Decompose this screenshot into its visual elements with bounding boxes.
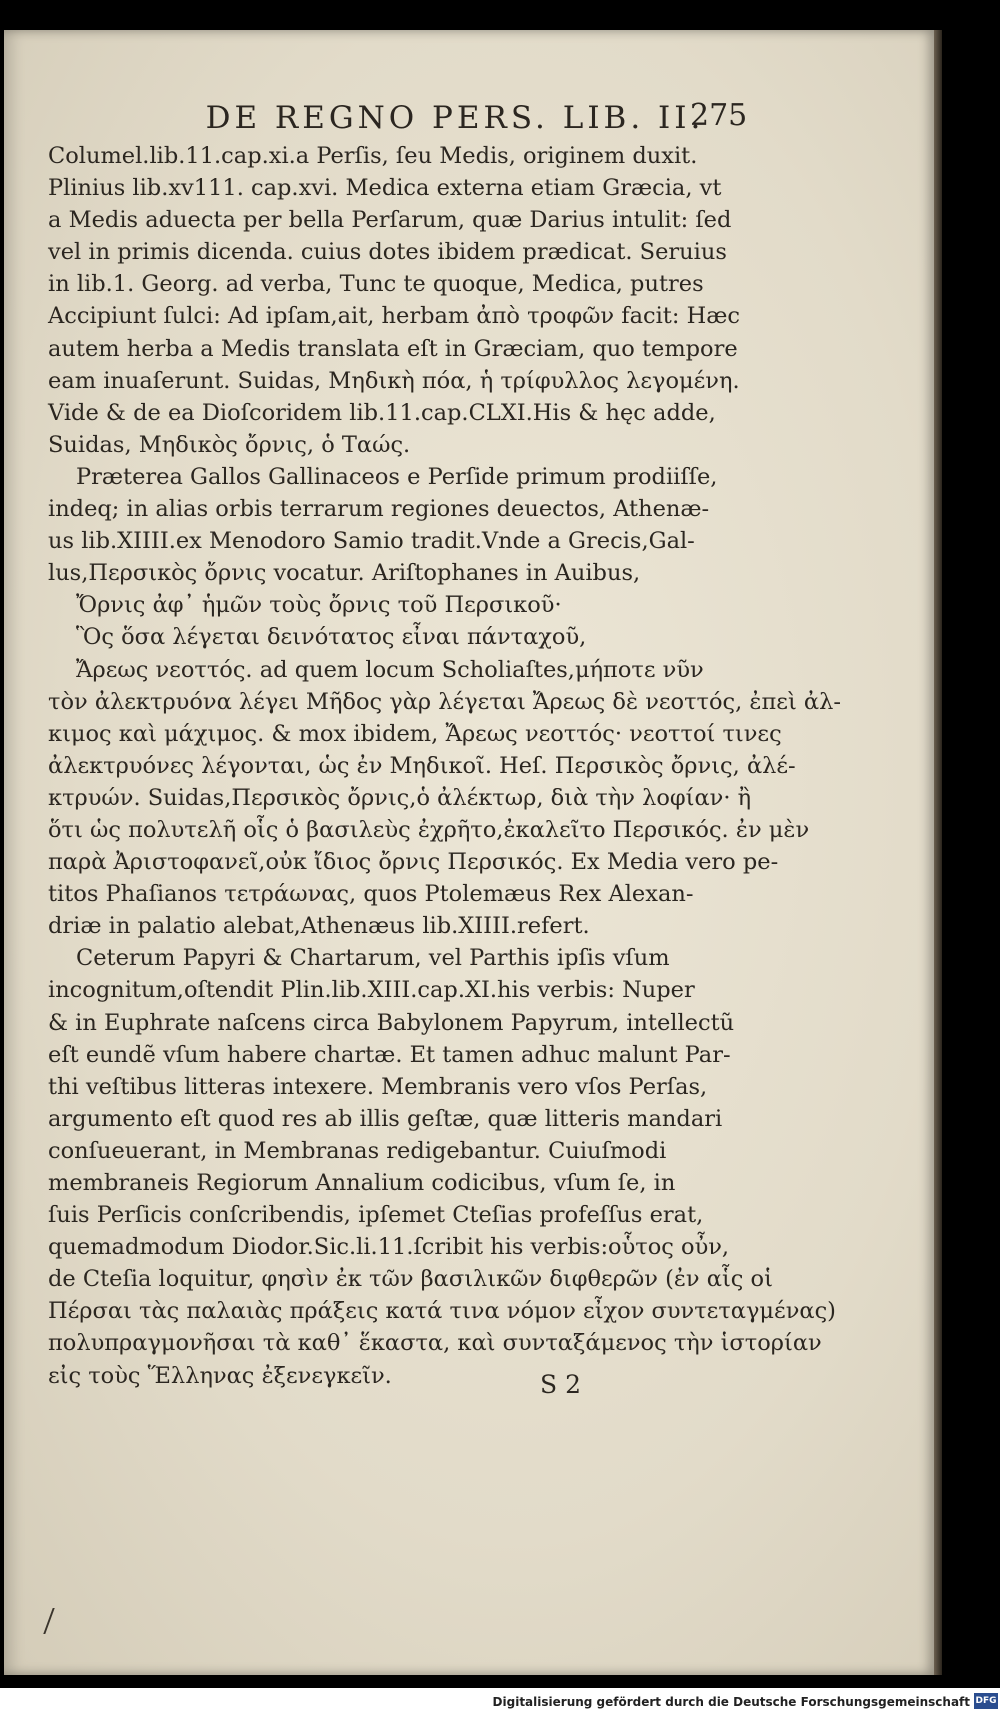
text-line: Ὃς ὅσα λέγεται δεινότατος εἶναι πάνταχοῦ, bbox=[76, 624, 587, 651]
text-line: τὸν ἀλεκτρυόνα λέγει Μῆδος γὰρ λέγεται Ἄρεως δὲ νεοττός, ἐπεὶ ἀλ- bbox=[48, 688, 841, 715]
text-line: argumento eſt quod res ab illis geſtæ, quæ litteris mandari bbox=[48, 1105, 723, 1132]
text-line: παρὰ Ἀριστοφανεῖ,οὐκ ἴδιος ὄρνις Περσικός. Ex Media vero pe- bbox=[48, 849, 779, 876]
text-line: vel in primis dicenda. cuius dotes ibidem prædicat. Seruius bbox=[48, 239, 727, 266]
text-line: κιμος καὶ μάχιμος. & mox ibidem, Ἄρεως νεοττός· νεοττοί τινες bbox=[48, 720, 782, 747]
page-number: 275 bbox=[690, 98, 748, 133]
text-line: & in Euphrate naſcens circa Babylonem Papyrum, intellectũ bbox=[48, 1009, 735, 1036]
text-line: eam inuaſerunt. Suidas, Μηδικὴ πόα, ἡ τρίφυλλος λεγομένη. bbox=[48, 367, 740, 394]
text-line: indeq; in alias orbis terrarum regiones deuectos, Athenæ- bbox=[48, 496, 710, 523]
text-line: ὅτι ὡς πολυτελῆ οἷς ὁ βασιλεὺς ἐχρῆτο,ἐκαλεῖτο Περσικός. ἐν μὲν bbox=[48, 816, 810, 843]
text-line: eſt eundẽ vſum habere chartæ. Et tamen adhuc malunt Par- bbox=[48, 1041, 731, 1068]
text-line: in lib.1. Georg. ad verba, Tunc te quoque, Medica, putres bbox=[48, 271, 704, 298]
text-line: πολυπραγμονῆσαι τὰ καθ᾽ ἕκαστα, καὶ συνταξάμενος τὴν ἱστορίαν bbox=[48, 1330, 822, 1357]
text-line: Columel.lib.11.cap.xi.a Perſis, ſeu Medis, originem duxit. bbox=[48, 143, 698, 169]
page-edge bbox=[934, 30, 942, 1675]
text-line: de Cteſia loquitur, φησὶν ἐκ τῶν βασιλικῶν διφθερῶν (ἐν αἷς οἱ bbox=[48, 1266, 773, 1293]
text-line: Vide & de ea Dioſcoridem lib.11.cap.CLXI.His & hęc adde, bbox=[48, 399, 716, 426]
text-line: membraneis Regiorum Annalium codicibus, vſum ſe, in bbox=[48, 1170, 676, 1196]
text-line: ſuis Perſicis conſcribendis, ipſemet Cteſias profeſſus erat, bbox=[48, 1202, 704, 1229]
text-line: conſueuerant, in Membranas redigebantur. Cuiuſmodi bbox=[48, 1137, 667, 1164]
text-line: Ὄρνις ἀφ᾽ ἡμῶν τοὺς ὄρνις τοῦ Περσικοῦ· bbox=[76, 592, 562, 619]
text-line: driæ in palatio alebat,Athenæus lib.XIIII.refert. bbox=[48, 913, 590, 940]
text-line: titos Phaſianos τετράωνας, quos Ptolemæus Rex Alexan- bbox=[48, 881, 694, 908]
text-line: ἀλεκτρυόνες λέγονται, ὡς ἐν Μηδικοῖ. Heſ. Περσικὸς ὄρνις, ἀλέ- bbox=[48, 752, 796, 779]
text-line: a Medis aduecta per bella Perſarum, quæ Darius intulit: ſed bbox=[48, 207, 732, 234]
text-line: lus,Περσικὸς ὄρνις vocatur. Ariſtophanes in Auibus, bbox=[48, 560, 641, 587]
text-line: quemadmodum Diodor.Sic.li.11.ſcribit his verbis:οὗτος οὖν, bbox=[48, 1234, 730, 1261]
text-line: Præterea Gallos Gallinaceos e Perſide primum prodiiſſe, bbox=[76, 463, 718, 490]
text-line: Accipiunt ſulci: Ad ipſam,ait, herbam ἀπὸ τροφῶν facit: Hæc bbox=[48, 303, 740, 330]
funding-credit: Digitalisierung gefördert durch die Deutsche Forschungsgemeinschaft bbox=[492, 1695, 970, 1709]
body-text bbox=[48, 140, 841, 1392]
text-line: Ceterum Papyri & Chartarum, vel Parthis ipſis vſum bbox=[76, 945, 670, 972]
text-line: Plinius lib.xv111. cap.xvi. Medica externa etiam Græcia, vt bbox=[48, 175, 722, 202]
text-line: Πέρσαι τὰς παλαιὰς πράξεις κατά τινα νόμον εἶχον συντεταγμένας) bbox=[48, 1298, 836, 1325]
text-line: us lib.XIIII.ex Menodoro Samio tradit.Vnde a Grecis,Gal- bbox=[48, 528, 695, 555]
text-line: Suidas, Μηδικὸς ὄρνις, ὁ Ταώς. bbox=[48, 431, 411, 458]
running-title: DE REGNO PERS. LIB. II. bbox=[205, 100, 705, 136]
text-line: incognitum,oſtendit Plin.lib.XIII.cap.XI.his verbis: Nuper bbox=[48, 977, 695, 1004]
text-line: εἰς τοὺς Ἕλληνας ἐξενεγκεῖν. bbox=[48, 1362, 392, 1389]
dfg-logo-icon: DFG bbox=[974, 1693, 998, 1709]
text-line: κτρυών. Suidas,Περσικὸς ὄρνις,ὁ ἀλέκτωρ, διὰ τὴν λοφίαν· ἢ bbox=[48, 784, 752, 811]
signature-mark: S 2 bbox=[540, 1370, 581, 1399]
digitization-footer bbox=[0, 1688, 1000, 1716]
text-line: Ἄρεως νεοττός. ad quem locum Scholiaſtes,μήποτε νῦν bbox=[76, 656, 704, 683]
text-line: autem herba a Medis translata eſt in Græciam, quo tempore bbox=[48, 335, 738, 362]
text-line: thi veſtibus litteras intexere. Membranis vero vſos Perſas, bbox=[48, 1073, 708, 1100]
